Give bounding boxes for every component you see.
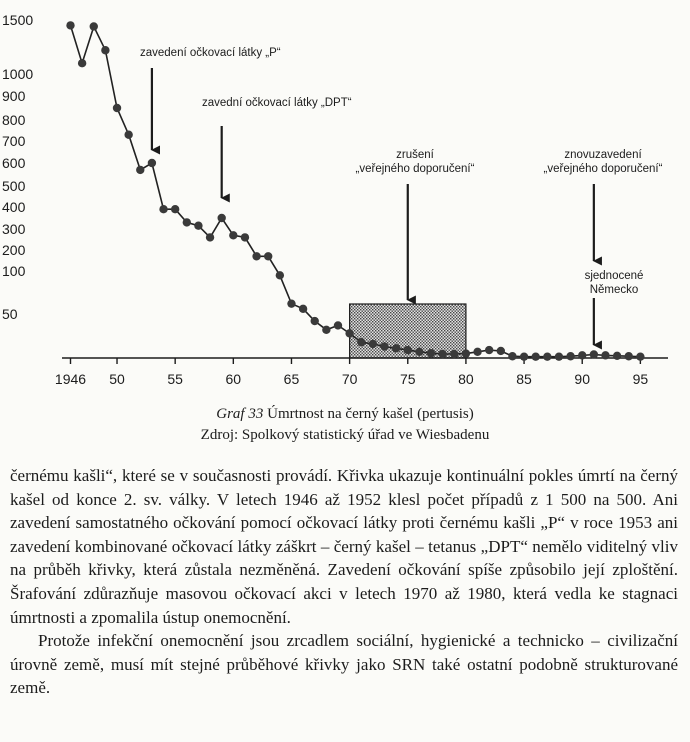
data-point [578, 351, 586, 359]
x-tick-label: 70 [341, 371, 358, 387]
data-point [404, 346, 412, 354]
data-point [322, 326, 330, 334]
y-tick-label: 50 [2, 306, 18, 322]
data-point [136, 166, 144, 174]
data-point [613, 352, 621, 360]
x-tick-label: 90 [574, 371, 591, 387]
data-point [334, 321, 342, 329]
data-point [78, 59, 86, 67]
x-tick-label: 60 [225, 371, 242, 387]
data-point [171, 205, 179, 213]
data-point [392, 344, 400, 352]
data-point [566, 352, 574, 360]
data-point [357, 338, 365, 346]
x-tick-label: 65 [283, 371, 300, 387]
data-point [311, 317, 319, 325]
data-point [438, 350, 446, 358]
data-point [590, 350, 598, 358]
y-tick-label: 500 [2, 178, 26, 194]
y-tick-label: 700 [2, 133, 26, 149]
annotation-label: zavedení očkovací látky „P“ [140, 47, 281, 59]
y-tick-label: 300 [2, 221, 26, 237]
figure-label: Graf 33 [216, 406, 264, 422]
data-point [636, 352, 644, 360]
x-tick-label: 50 [109, 371, 125, 387]
body-text [10, 464, 678, 700]
data-point [194, 222, 202, 230]
y-tick-label: 600 [2, 155, 26, 171]
y-tick-label: 1000 [2, 66, 34, 82]
data-point [241, 233, 249, 241]
paragraph-2: Protože infekční onemocnění jsou zrcadlem sociální, hygienické a technicko – civilizační úrovně země, musí mít stejné průběhové křivky jako SRN také ostatní podobně strukturované země. [10, 631, 678, 698]
x-tick-label: 85 [516, 371, 532, 387]
data-point [299, 305, 307, 313]
data-point [369, 340, 377, 348]
x-tick-label: 55 [167, 371, 183, 387]
y-tick-label: 1500 [2, 12, 34, 28]
x-tick-label: 75 [399, 371, 416, 387]
paragraph-1: černému kašli“, které se v současnosti provádí. Křivka ukazuje kontinuální pokles úmrtí na černý kašel od konce 2. sv. války. V letech 1946 až 1952 klesl počet případů z 1 500 na 500. Ani zavedení samostatného očkování pomocí očkovací látky proti černému kašli „P“ v roce 1953 ani zavedení kombinované očkovací látky záškrt – černý kašel – tetanus „DPT“ nemělo viditelný vliv na průběh křivky, která zůstala nezměněná. Zavedení očkování spíše způsobilo její zploštění. Šrafování zdůrazňuje masovou očkovací akci v letech 1970 až 1980, která vedla ke stagnaci úmrtnosti a zpomalila ústup onemocnění. [10, 466, 678, 627]
y-tick-label: 100 [2, 263, 26, 279]
y-tick-label: 900 [2, 88, 26, 104]
data-point [462, 349, 470, 357]
data-point [124, 131, 132, 139]
data-point [264, 252, 272, 260]
y-tick-label: 800 [2, 112, 26, 128]
data-point [276, 271, 284, 279]
data-point [206, 233, 214, 241]
data-point [159, 205, 167, 213]
data-point [532, 352, 540, 360]
annotation-label: znovuzavedení „veřejného doporučení“ [543, 149, 663, 175]
data-point [66, 21, 74, 29]
data-point [415, 348, 423, 356]
data-point [427, 349, 435, 357]
data-point [217, 214, 225, 222]
data-point [543, 352, 551, 360]
data-point [229, 231, 237, 239]
annotation-label: zavední očkovací látky „DPT“ [202, 97, 352, 109]
x-tick-label: 1946 [54, 371, 87, 387]
data-point [252, 252, 260, 260]
annotation-label: sjednocené Německo [584, 270, 644, 296]
data-point [508, 352, 516, 360]
data-point [520, 352, 528, 360]
data-point [473, 348, 481, 356]
figure-title: Úmrtnost na černý kašel (pertusis) [267, 406, 474, 422]
data-point [90, 22, 98, 30]
data-point [148, 159, 156, 167]
y-tick-label: 400 [2, 199, 26, 215]
annotation-label: zrušení „veřejného doporučení“ [355, 149, 475, 175]
data-point [485, 346, 493, 354]
x-tick-label: 80 [458, 371, 474, 387]
data-point [497, 347, 505, 355]
figure-caption [0, 406, 690, 423]
data-point [113, 104, 121, 112]
data-point [625, 352, 633, 360]
data-point [101, 46, 109, 54]
data-point [380, 342, 388, 350]
data-point [555, 352, 563, 360]
data-point [287, 299, 295, 307]
figure-source: Zdroj: Spolkový statistický úřad ve Wiesbadenu [200, 427, 490, 443]
data-point [601, 351, 609, 359]
data-point [345, 329, 353, 337]
data-point [450, 350, 458, 358]
x-tick-label: 95 [632, 371, 649, 387]
y-tick-label: 200 [2, 242, 26, 258]
data-point [183, 218, 191, 226]
